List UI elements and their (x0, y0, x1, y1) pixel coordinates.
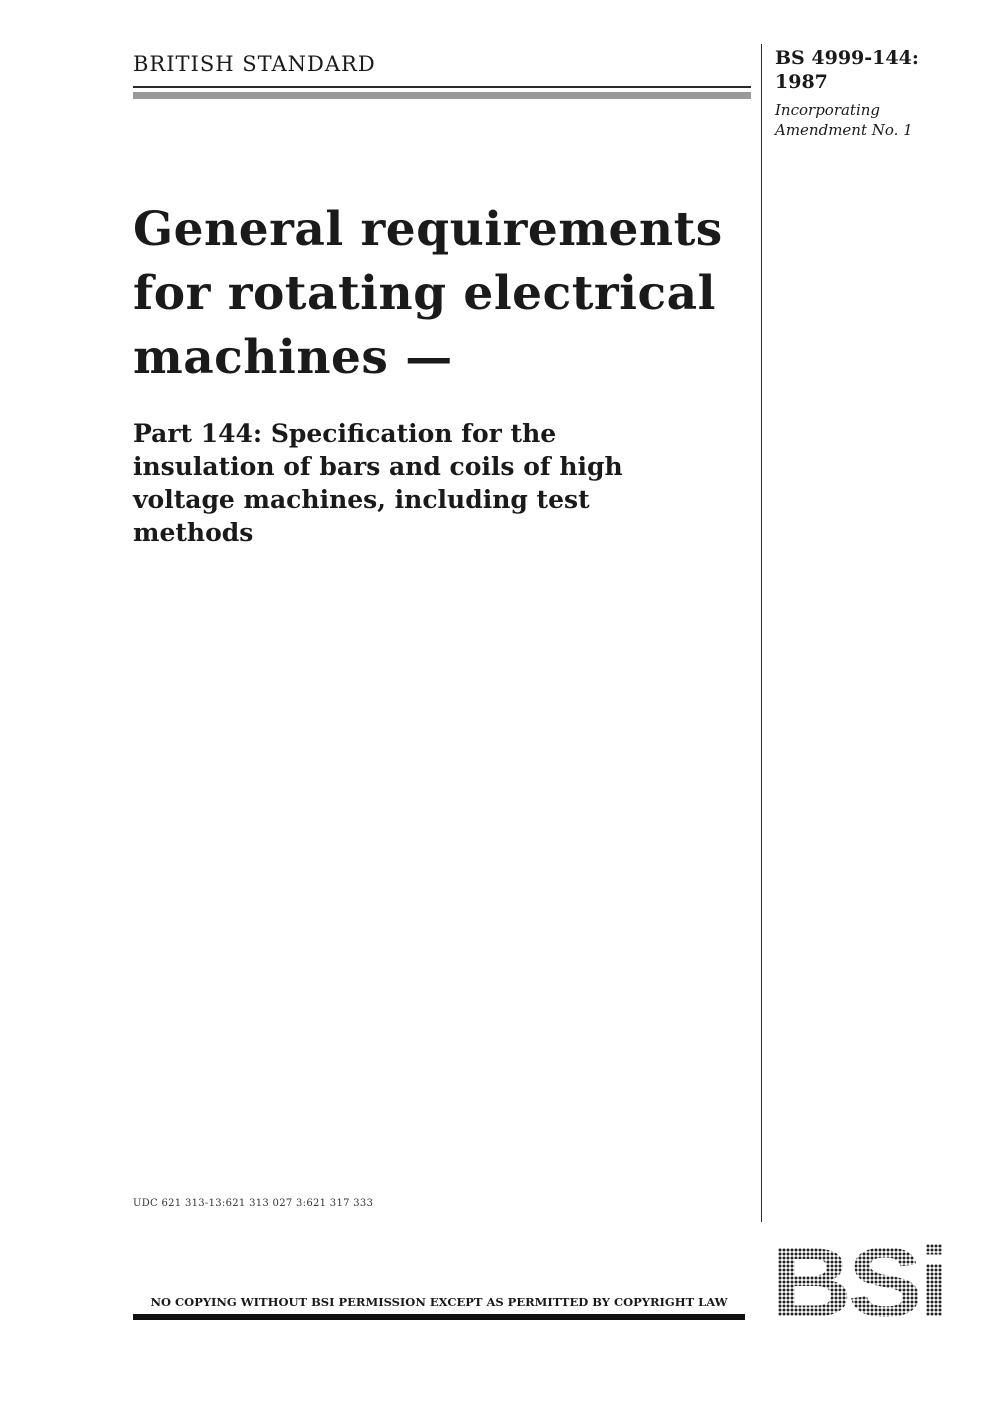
amendment-note (775, 100, 913, 140)
subtitle-line: Part 144: Specification for the (133, 419, 557, 448)
bsi-logo (770, 1240, 946, 1320)
amendment-line-2: Amendment No. 1 (775, 121, 913, 139)
title-line: for rotating electrical (133, 266, 716, 321)
copyright-notice: NO COPYING WITHOUT BSI PERMISSION EXCEPT AS PERMITTED BY COPYRIGHT LAW (150, 1295, 728, 1309)
title-line: machines — (133, 330, 453, 385)
standard-number (775, 46, 919, 94)
standard-number-line-2: 1987 (775, 71, 828, 93)
bsi-logo-graphic (770, 1240, 946, 1320)
document-category-label: BRITISH STANDARD (133, 52, 376, 76)
subtitle-line: methods (133, 518, 254, 547)
document-subtitle (133, 417, 743, 549)
subtitle-line: insulation of bars and coils of high (133, 452, 623, 481)
header-divider-thick (133, 92, 751, 99)
udc-classification: UDC 621 313-13:621 313 027 3:621 317 333 (133, 1198, 374, 1209)
footer-divider (133, 1314, 745, 1320)
document-title (133, 198, 743, 390)
column-divider (761, 44, 762, 1222)
amendment-line-1: Incorporating (775, 101, 881, 119)
standard-number-line-1: BS 4999-144: (775, 47, 919, 69)
subtitle-line: voltage machines, including test (133, 485, 590, 514)
header-divider-thin (133, 86, 751, 88)
title-line: General requirements (133, 202, 723, 257)
